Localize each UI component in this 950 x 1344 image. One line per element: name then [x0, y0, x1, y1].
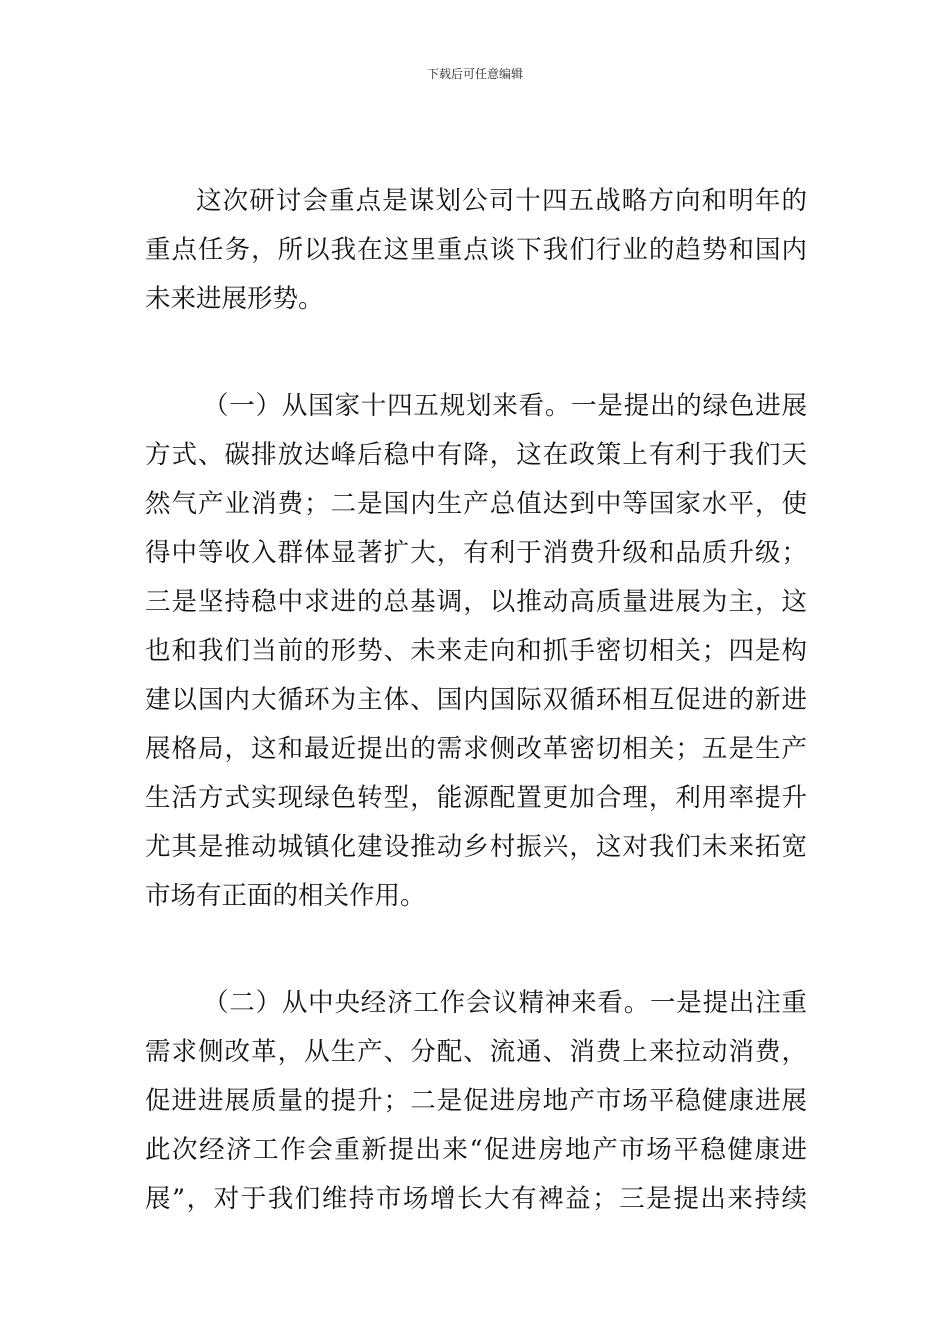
paragraph-section-2 [145, 979, 807, 1224]
paragraph-line: 重点任务，所以我在这里重点谈下我们行业的趋势和国内 [145, 235, 807, 265]
paragraph-line: 建以国内大循环为主体、国内国际双循环相互促进的新进 [145, 685, 807, 715]
paragraph-line: 尤其是推动城镇化建设推动乡村振兴，这对我们未来拓宽 [145, 832, 807, 862]
paragraph-line: 这次研讨会重点是谋划公司十四五战略方向和明年的 [196, 186, 807, 216]
paragraph-line: 需求侧改革，从生产、分配、流通、消费上来拉动消费， [145, 1037, 807, 1067]
paragraph-line: 未来进展形势。 [145, 284, 324, 314]
paragraph-section-1 [145, 382, 807, 921]
paragraph-line: （二）从中央经济工作会议精神来看。一是提出注重 [203, 988, 807, 1018]
paragraph-line: 然气产业消费；二是国内生产总值达到中等国家水平，使 [145, 489, 807, 519]
paragraph-line: 此次经济工作会重新提出来“促进房地产市场平稳健康进 [145, 1135, 807, 1165]
paragraph-line: （一）从国家十四五规划来看。一是提出的绿色进展 [203, 391, 807, 421]
paragraph-line: 方式、碳排放达峰后稳中有降，这在政策上有利于我们天 [145, 440, 807, 470]
paragraph-line: 展”，对于我们维持市场增长大有裨益；三是提出来持续 [145, 1184, 807, 1214]
paragraph-line: 也和我们当前的形势、未来走向和抓手密切相关；四是构 [145, 636, 807, 666]
document-body [145, 177, 807, 1224]
paragraph-line: 促进进展质量的提升；二是促进房地产市场平稳健康进展 [145, 1086, 807, 1116]
paragraph-intro [145, 177, 807, 324]
paragraph-line: 市场有正面的相关作用。 [145, 881, 426, 911]
paragraph-line: 三是坚持稳中求进的总基调，以推动高质量进展为主，这 [145, 587, 807, 617]
page-header: 下载后可任意编辑 [426, 67, 523, 81]
paragraph-line: 生活方式实现绿色转型，能源配置更加合理，利用率提升 [145, 783, 807, 813]
paragraph-line: 展格局，这和最近提出的需求侧改革密切相关；五是生产 [145, 734, 807, 764]
paragraph-line: 得中等收入群体显著扩大，有利于消费升级和品质升级； [145, 538, 807, 568]
